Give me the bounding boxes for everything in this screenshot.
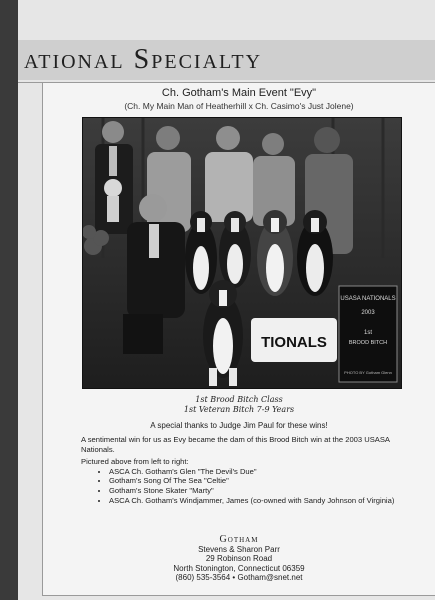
intro-paragraph: A sentimental win for us as Evy became the dam of this Brood Bitch win at the 2003 USASA Nationals. [81, 435, 390, 454]
phone-email: (860) 535-3564 • Gotham@snet.net [175, 573, 303, 583]
pictured-item: • Gotham's Song Of The Sea "Celtie" [109, 476, 411, 486]
pictured-list [81, 467, 411, 505]
owner-names: Stevens & Sharon Parr [198, 544, 280, 554]
photo-illustration [83, 118, 401, 388]
award-2: 1st Veteran Bitch 7-9 Years [183, 405, 295, 414]
magazine-page [18, 0, 435, 600]
banner-line-2: 2003 [361, 310, 375, 316]
sign-text: TIONALS [261, 334, 327, 351]
judge-thanks: A special thanks to Judge Jim Paul for these wins! [150, 421, 328, 430]
pictured-heading: Pictured above from left to right: [81, 457, 189, 467]
banner-line-3: 1st [363, 330, 373, 336]
award-1: 1st Brood Bitch Class [195, 395, 283, 404]
banner-line-1: USASA NATIONALS [340, 296, 396, 302]
group-photo [82, 117, 402, 389]
pictured-item: • ASCA Ch. Gotham's Windjammer, James (co-owned with Sandy Johnson of Virginia) [109, 496, 411, 506]
contact-block [43, 535, 435, 583]
address-line-1: 29 Robinson Road [205, 554, 273, 564]
section-title: ational Specialty [24, 44, 263, 75]
ad-body [81, 435, 411, 505]
address-line-2: North Stonington, Connecticut 06359 [173, 563, 305, 573]
award-banner [339, 286, 397, 382]
pictured-item: • ASCA Ch. Gotham's Glen "The Devil's Due" [109, 467, 411, 477]
ad-frame [42, 82, 435, 596]
kennel-name: Gotham [219, 534, 259, 545]
dog-pedigree: (Ch. My Main Man of Heatherhill x Ch. Casimo's Just Jolene) [124, 101, 354, 111]
pictured-item: • Gotham's Stone Skater "Marty" [109, 486, 411, 496]
photographer-credit: PHOTO BY Gotham Glenn [344, 370, 392, 375]
dog-name: Ch. Gotham's Main Event "Evy" [161, 87, 317, 99]
award-list [43, 395, 435, 415]
nationals-sign [251, 318, 337, 362]
banner-line-4: BROOD BITCH [348, 340, 388, 346]
